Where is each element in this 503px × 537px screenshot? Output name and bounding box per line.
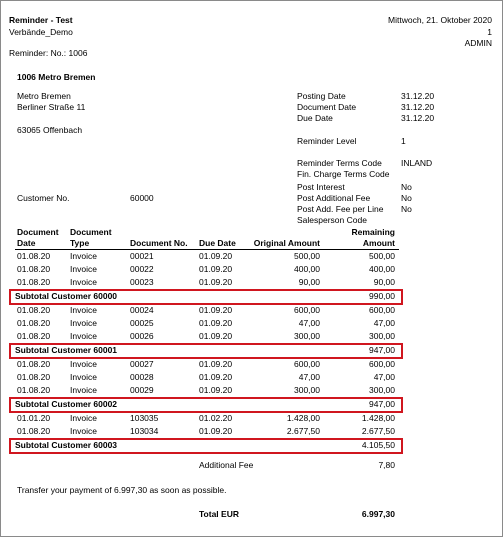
header-doc-date-2: Date — [17, 238, 36, 248]
cell-original-amount: 300,00 — [294, 331, 320, 341]
cell-doc-type: Invoice — [70, 426, 97, 436]
cell-due-date: 01.09.20 — [199, 318, 233, 328]
cell-doc-date: 01.08.20 — [17, 372, 51, 382]
cell-original-amount: 1.428,00 — [286, 413, 320, 423]
reminder-number: Reminder: No.: 1006 — [9, 48, 88, 58]
cell-doc-no: 00024 — [130, 305, 154, 315]
user-id: ADMIN — [464, 38, 492, 48]
cell-doc-type: Invoice — [70, 264, 97, 274]
customer-no-value: 60000 — [130, 193, 154, 203]
subtotal-value: 947,00 — [369, 345, 395, 355]
header-doc-type-1: Document — [70, 227, 112, 237]
info-value: No — [401, 204, 412, 214]
cell-original-amount: 300,00 — [294, 385, 320, 395]
cell-doc-type: Invoice — [70, 277, 97, 287]
header-remaining-1: Remaining — [351, 227, 395, 237]
info-label: Post Add. Fee per Line — [297, 204, 384, 214]
total-value: 6.997,30 — [361, 509, 395, 519]
header-doc-no: Document No. — [130, 238, 188, 248]
cell-remaining-amount: 600,00 — [369, 359, 395, 369]
cell-doc-date: 01.08.20 — [17, 331, 51, 341]
header-doc-date-1: Document — [17, 227, 59, 237]
address-city: 63065 Offenbach — [17, 125, 83, 135]
info-label: Document Date — [297, 102, 357, 112]
subtotal-label: Subtotal Customer 60003 — [15, 440, 118, 450]
address-street: Berliner Straße 11 — [17, 102, 86, 112]
header-remaining-2: Amount — [362, 238, 395, 248]
company-name: Verbände_Demo — [9, 27, 73, 37]
info-label: Post Additional Fee — [297, 193, 371, 203]
cell-doc-no: 00021 — [130, 251, 154, 261]
cell-doc-date: 01.08.20 — [17, 264, 51, 274]
cell-due-date: 01.02.20 — [199, 413, 233, 423]
cell-doc-date: 01.08.20 — [17, 251, 51, 261]
cell-doc-date: 01.08.20 — [17, 318, 51, 328]
info-label: Reminder Level — [297, 136, 357, 146]
cell-original-amount: 600,00 — [294, 359, 320, 369]
customer-no-label: Customer No. — [17, 193, 70, 203]
cell-doc-no: 00029 — [130, 385, 154, 395]
cell-doc-no: 00025 — [130, 318, 154, 328]
subtotal-label: Subtotal Customer 60000 — [15, 291, 118, 301]
cell-remaining-amount: 47,00 — [373, 372, 395, 382]
header-due-date: Due Date — [199, 238, 236, 248]
cell-doc-type: Invoice — [70, 305, 97, 315]
subtotal-value: 4.105,50 — [361, 440, 395, 450]
cell-due-date: 01.09.20 — [199, 372, 233, 382]
cell-due-date: 01.09.20 — [199, 251, 233, 261]
info-value: 1 — [401, 136, 406, 146]
cell-doc-no: 00028 — [130, 372, 154, 382]
cell-original-amount: 47,00 — [298, 318, 320, 328]
total-label: Total EUR — [199, 509, 239, 519]
cell-remaining-amount: 400,00 — [369, 264, 395, 274]
cell-doc-type: Invoice — [70, 372, 97, 382]
header-rule — [15, 249, 399, 250]
cell-original-amount: 600,00 — [294, 305, 320, 315]
cell-original-amount: 90,00 — [298, 277, 320, 287]
cell-doc-type: Invoice — [70, 318, 97, 328]
cell-doc-type: Invoice — [70, 251, 97, 261]
cell-doc-type: Invoice — [70, 413, 97, 423]
info-value: 31.12.20 — [401, 113, 435, 123]
cell-doc-date: 01.01.20 — [17, 413, 51, 423]
report-title: Reminder - Test — [9, 15, 73, 25]
cell-remaining-amount: 90,00 — [373, 277, 395, 287]
transfer-text: Transfer your payment of 6.997,30 as soon as possible. — [17, 485, 227, 495]
info-value: 31.12.20 — [401, 102, 435, 112]
fee-value: 7,80 — [378, 460, 395, 470]
subtotal-value: 990,00 — [369, 291, 395, 301]
subtotal-value: 947,00 — [369, 399, 395, 409]
info-label: Salesperson Code — [297, 215, 367, 225]
cell-due-date: 01.09.20 — [199, 264, 233, 274]
cell-due-date: 01.09.20 — [199, 426, 233, 436]
cell-remaining-amount: 300,00 — [369, 331, 395, 341]
header-original-amount: Original Amount — [253, 238, 320, 248]
info-value: INLAND — [401, 158, 433, 168]
cell-due-date: 01.09.20 — [199, 277, 233, 287]
page-number: 1 — [487, 27, 492, 37]
info-value: No — [401, 182, 412, 192]
cell-doc-date: 01.08.20 — [17, 426, 51, 436]
cell-due-date: 01.09.20 — [199, 331, 233, 341]
info-label: Due Date — [297, 113, 333, 123]
cell-remaining-amount: 500,00 — [369, 251, 395, 261]
cell-doc-no: 00022 — [130, 264, 154, 274]
cell-remaining-amount: 47,00 — [373, 318, 395, 328]
subtotal-label: Subtotal Customer 60001 — [15, 345, 118, 355]
cell-doc-type: Invoice — [70, 359, 97, 369]
cell-doc-no: 00027 — [130, 359, 154, 369]
cell-due-date: 01.09.20 — [199, 305, 233, 315]
cell-original-amount: 400,00 — [294, 264, 320, 274]
cell-doc-date: 01.08.20 — [17, 305, 51, 315]
address-name: Metro Bremen — [17, 91, 71, 101]
cell-doc-date: 01.08.20 — [17, 277, 51, 287]
info-value: 31.12.20 — [401, 91, 435, 101]
info-label: Post Interest — [297, 182, 345, 192]
cell-remaining-amount: 600,00 — [369, 305, 395, 315]
cell-doc-type: Invoice — [70, 331, 97, 341]
cell-due-date: 01.09.20 — [199, 359, 233, 369]
cell-due-date: 01.09.20 — [199, 385, 233, 395]
cell-doc-no: 00026 — [130, 331, 154, 341]
fee-label: Additional Fee — [199, 460, 254, 470]
customer-heading: 1006 Metro Bremen — [17, 72, 96, 82]
subtotal-label: Subtotal Customer 60002 — [15, 399, 118, 409]
info-label: Fin. Charge Terms Code — [297, 169, 390, 179]
cell-doc-date: 01.08.20 — [17, 359, 51, 369]
info-value: No — [401, 193, 412, 203]
cell-doc-no: 103035 — [130, 413, 159, 423]
cell-doc-date: 01.08.20 — [17, 385, 51, 395]
info-label: Posting Date — [297, 91, 346, 101]
cell-doc-type: Invoice — [70, 385, 97, 395]
cell-original-amount: 47,00 — [298, 372, 320, 382]
cell-doc-no: 00023 — [130, 277, 154, 287]
info-label: Reminder Terms Code — [297, 158, 382, 168]
cell-original-amount: 2.677,50 — [286, 426, 320, 436]
cell-original-amount: 500,00 — [294, 251, 320, 261]
report-date: Mittwoch, 21. Oktober 2020 — [388, 15, 492, 25]
cell-remaining-amount: 1.428,00 — [361, 413, 395, 423]
cell-doc-no: 103034 — [130, 426, 159, 436]
cell-remaining-amount: 300,00 — [369, 385, 395, 395]
cell-remaining-amount: 2.677,50 — [361, 426, 395, 436]
header-doc-type-2: Type — [70, 238, 90, 248]
